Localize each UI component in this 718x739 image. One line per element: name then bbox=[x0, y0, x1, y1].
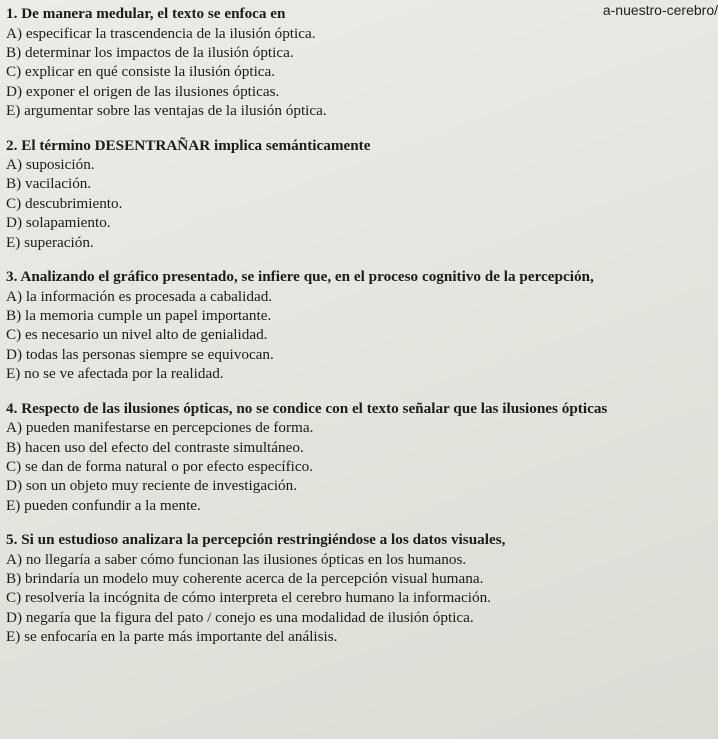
question-3-stem bbox=[6, 268, 714, 287]
question-5 bbox=[6, 531, 714, 647]
option-letter: C) bbox=[6, 457, 22, 475]
option-text: hacen uso del efecto del contraste simultáneo. bbox=[24, 438, 304, 456]
question-2-stem bbox=[6, 137, 714, 156]
option-letter: E) bbox=[6, 628, 21, 646]
question-text: De manera medular, el texto se enfoca en bbox=[21, 5, 286, 22]
option-2e bbox=[6, 233, 714, 252]
option-letter: C) bbox=[6, 63, 22, 81]
option-letter: D) bbox=[6, 477, 23, 495]
option-text: se dan de forma natural o por efecto específico. bbox=[24, 457, 313, 475]
question-number: 3. bbox=[6, 268, 18, 286]
option-letter: B) bbox=[6, 306, 22, 324]
question-2 bbox=[6, 137, 714, 253]
question-1 bbox=[6, 5, 714, 121]
question-5-stem bbox=[6, 531, 714, 550]
option-letter: E) bbox=[6, 233, 21, 251]
option-text: superación. bbox=[24, 233, 94, 251]
question-number: 2. bbox=[6, 136, 18, 154]
option-text: son un objeto muy reciente de investigación. bbox=[25, 477, 298, 495]
option-5a bbox=[6, 550, 714, 569]
option-4a bbox=[6, 418, 714, 437]
question-number: 4. bbox=[6, 399, 18, 417]
option-2c bbox=[6, 194, 714, 213]
option-letter: B) bbox=[6, 438, 22, 456]
question-text: Respecto de las ilusiones ópticas, no se condice con el texto señalar que las ilusiones ópticas bbox=[21, 399, 608, 417]
option-text: especificar la trascendencia de la ilusión óptica. bbox=[25, 24, 316, 42]
option-5c bbox=[6, 588, 714, 607]
option-1a bbox=[6, 24, 714, 43]
question-text: Analizando el gráfico presentado, se infiere que, en el proceso cognitivo de la percepción, bbox=[20, 268, 594, 286]
option-1c bbox=[6, 62, 714, 81]
option-1e bbox=[6, 101, 714, 120]
option-4c bbox=[6, 457, 714, 476]
question-sheet bbox=[6, 5, 714, 663]
option-letter: A) bbox=[6, 24, 23, 42]
option-2a bbox=[6, 155, 714, 174]
option-5d bbox=[6, 608, 714, 627]
option-3d bbox=[6, 345, 714, 364]
option-letter: B) bbox=[6, 570, 22, 588]
option-text: es necesario un nivel alto de genialidad. bbox=[24, 326, 268, 344]
option-letter: E) bbox=[6, 496, 21, 514]
option-text: todas las personas siempre se equivocan. bbox=[25, 345, 274, 363]
option-3b bbox=[6, 306, 714, 325]
option-text: no se ve afectada por la realidad. bbox=[24, 365, 224, 383]
option-text: se enfocaría en la parte más importante del análisis. bbox=[24, 628, 338, 646]
option-text: exponer el origen de las ilusiones ópticas. bbox=[25, 82, 280, 100]
option-2d bbox=[6, 213, 714, 232]
option-letter: A) bbox=[6, 550, 23, 568]
option-letter: A) bbox=[6, 156, 23, 174]
question-number: 5. bbox=[6, 531, 18, 549]
option-letter: D) bbox=[6, 345, 23, 363]
option-text: la información es procesada a cabalidad. bbox=[25, 287, 273, 305]
option-text: la memoria cumple un papel importante. bbox=[24, 306, 272, 324]
question-1-stem bbox=[6, 5, 714, 24]
option-text: pueden manifestarse en percepciones de forma. bbox=[25, 419, 314, 437]
option-1b bbox=[6, 43, 714, 62]
option-letter: C) bbox=[6, 589, 22, 607]
option-letter: A) bbox=[6, 419, 23, 437]
option-letter: B) bbox=[6, 175, 22, 193]
option-4e bbox=[6, 496, 714, 515]
option-letter: E) bbox=[6, 102, 21, 120]
option-letter: C) bbox=[6, 194, 22, 212]
question-number: 1. bbox=[6, 5, 18, 22]
option-letter: B) bbox=[6, 43, 22, 61]
question-4 bbox=[6, 400, 714, 516]
option-5b bbox=[6, 569, 714, 588]
option-4d bbox=[6, 476, 714, 495]
option-3e bbox=[6, 364, 714, 383]
option-letter: E) bbox=[6, 365, 21, 383]
question-text: El término DESENTRAÑAR implica semánticamente bbox=[21, 136, 371, 154]
option-text: vacilación. bbox=[24, 175, 92, 193]
option-text: negaría que la figura del pato / conejo es una modalidad de ilusión óptica. bbox=[25, 608, 474, 626]
option-text: solapamiento. bbox=[25, 214, 111, 232]
option-letter: D) bbox=[6, 214, 23, 232]
option-text: resolvería la incógnita de cómo interpreta el cerebro humano la información. bbox=[24, 589, 491, 607]
header-tag: a-nuestro-cerebro/ bbox=[602, 2, 718, 18]
question-text: Si un estudioso analizara la percepción restringiéndose a los datos visuales, bbox=[21, 531, 506, 549]
option-5e bbox=[6, 627, 714, 646]
option-text: determinar los impactos de la ilusión óptica. bbox=[24, 43, 294, 61]
option-text: descubrimiento. bbox=[24, 194, 123, 212]
option-text: suposición. bbox=[25, 156, 95, 174]
option-text: pueden confundir a la mente. bbox=[24, 496, 201, 514]
option-text: explicar en qué consiste la ilusión óptica. bbox=[24, 63, 276, 81]
option-letter: A) bbox=[6, 287, 23, 305]
option-letter: D) bbox=[6, 608, 23, 626]
option-3c bbox=[6, 325, 714, 344]
option-text: brindaría un modelo muy coherente acerca de la percepción visual humana. bbox=[24, 570, 484, 588]
option-letter: D) bbox=[6, 82, 23, 100]
option-2b bbox=[6, 174, 714, 193]
question-4-stem bbox=[6, 400, 714, 419]
option-letter: C) bbox=[6, 326, 22, 344]
option-3a bbox=[6, 287, 714, 306]
question-3 bbox=[6, 268, 714, 384]
option-text: no llegaría a saber cómo funcionan las ilusiones ópticas en los humanos. bbox=[25, 550, 467, 568]
option-text: argumentar sobre las ventajas de la ilusión óptica. bbox=[24, 102, 327, 120]
option-1d bbox=[6, 82, 714, 101]
option-4b bbox=[6, 438, 714, 457]
